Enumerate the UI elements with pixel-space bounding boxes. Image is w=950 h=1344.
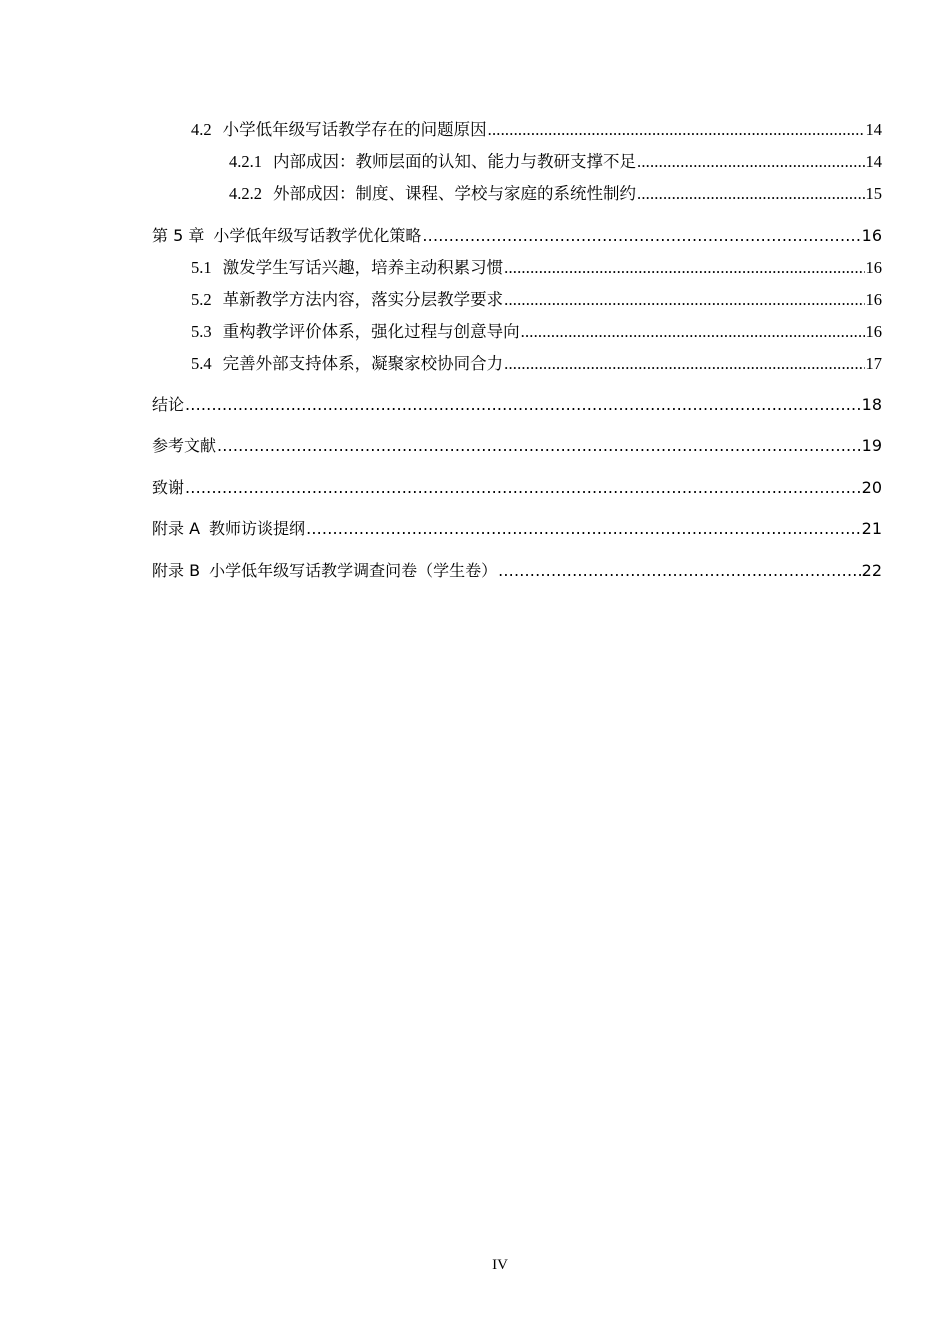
toc-entry-title: 结论 bbox=[152, 395, 185, 414]
toc-entry-title: 内部成因：教师层面的认知、能力与教研支撑不足 bbox=[273, 152, 636, 171]
toc-entry-title: 重构教学评价体系，强化过程与创意导向 bbox=[222, 322, 520, 341]
dot-leader bbox=[488, 119, 865, 141]
dot-leader bbox=[185, 477, 861, 499]
toc-entry-4-2-1[interactable] bbox=[229, 151, 882, 173]
toc-entry-title: 小学低年级写话教学优化策略 bbox=[213, 226, 422, 245]
dot-leader bbox=[637, 183, 865, 205]
toc-entry-number: 5.3 bbox=[191, 322, 212, 341]
toc-entry-acknowledgements[interactable] bbox=[152, 477, 882, 499]
toc-entry-page: 21 bbox=[861, 519, 882, 538]
toc-entry-title: 完善外部支持体系，凝聚家校协同合力 bbox=[222, 354, 504, 373]
toc-entry-chapter-5[interactable] bbox=[152, 225, 882, 247]
toc-entry-title: 革新教学方法内容，落实分层教学要求 bbox=[222, 290, 504, 309]
dot-leader bbox=[637, 151, 865, 173]
toc-entry-page: 20 bbox=[861, 478, 882, 497]
toc-entry-page: 19 bbox=[861, 436, 882, 455]
toc-entry-number: 4.2 bbox=[191, 120, 212, 139]
toc-entry-appendix-a[interactable] bbox=[152, 518, 882, 540]
dot-leader bbox=[521, 321, 865, 343]
toc-entry-4-2-2[interactable] bbox=[229, 183, 882, 205]
toc-entry-page: 16 bbox=[865, 258, 882, 277]
toc-entry-number: 附录 B bbox=[152, 561, 201, 580]
dot-leader bbox=[504, 257, 864, 279]
toc-entry-title: 小学低年级写话教学存在的问题原因 bbox=[222, 120, 487, 139]
toc-entry-title: 小学低年级写话教学调查问卷（学生卷） bbox=[209, 561, 498, 580]
toc-entry-number: 第 5 章 bbox=[152, 226, 205, 245]
toc-entry-page: 14 bbox=[865, 120, 882, 139]
toc-entry-conclusion[interactable] bbox=[152, 394, 882, 416]
toc-entry-title: 教师访谈提纲 bbox=[209, 519, 306, 538]
dot-leader bbox=[306, 518, 861, 540]
dot-leader bbox=[422, 225, 860, 247]
toc-entry-page: 18 bbox=[861, 395, 882, 414]
toc-entry-references[interactable] bbox=[152, 435, 882, 457]
toc-entry-number: 附录 A bbox=[152, 519, 201, 538]
toc-entry-number: 5.2 bbox=[191, 290, 212, 309]
dot-leader bbox=[504, 353, 864, 375]
toc-entry-number: 4.2.2 bbox=[229, 184, 262, 203]
toc-entry-4-2[interactable] bbox=[191, 119, 882, 141]
toc-entry-title: 激发学生写话兴趣，培养主动积累习惯 bbox=[222, 258, 504, 277]
toc-entry-title: 外部成因：制度、课程、学校与家庭的系统性制约 bbox=[273, 184, 636, 203]
toc-entry-title: 参考文献 bbox=[152, 436, 217, 455]
toc-entry-page: 16 bbox=[865, 322, 882, 341]
toc-entry-page: 22 bbox=[861, 561, 882, 580]
toc-entry-page: 16 bbox=[865, 290, 882, 309]
toc-entry-5-3[interactable] bbox=[191, 321, 882, 343]
toc-entry-appendix-b[interactable] bbox=[152, 560, 882, 582]
toc-entry-5-2[interactable] bbox=[191, 289, 882, 311]
dot-leader bbox=[498, 560, 861, 582]
toc-entry-number: 5.1 bbox=[191, 258, 212, 277]
toc-entry-number: 4.2.1 bbox=[229, 152, 262, 171]
dot-leader bbox=[185, 394, 861, 416]
toc-entry-5-4[interactable] bbox=[191, 353, 882, 375]
toc-entry-page: 15 bbox=[865, 184, 882, 203]
toc-entry-page: 16 bbox=[861, 226, 882, 245]
toc-entry-page: 17 bbox=[865, 354, 882, 373]
dot-leader bbox=[504, 289, 864, 311]
toc-entry-page: 14 bbox=[865, 152, 882, 171]
toc-entry-5-1[interactable] bbox=[191, 257, 882, 279]
toc-entry-number: 5.4 bbox=[191, 354, 212, 373]
page-number-footer: IV bbox=[492, 1257, 508, 1273]
toc-entry-title: 致谢 bbox=[152, 478, 185, 497]
dot-leader bbox=[217, 435, 861, 457]
